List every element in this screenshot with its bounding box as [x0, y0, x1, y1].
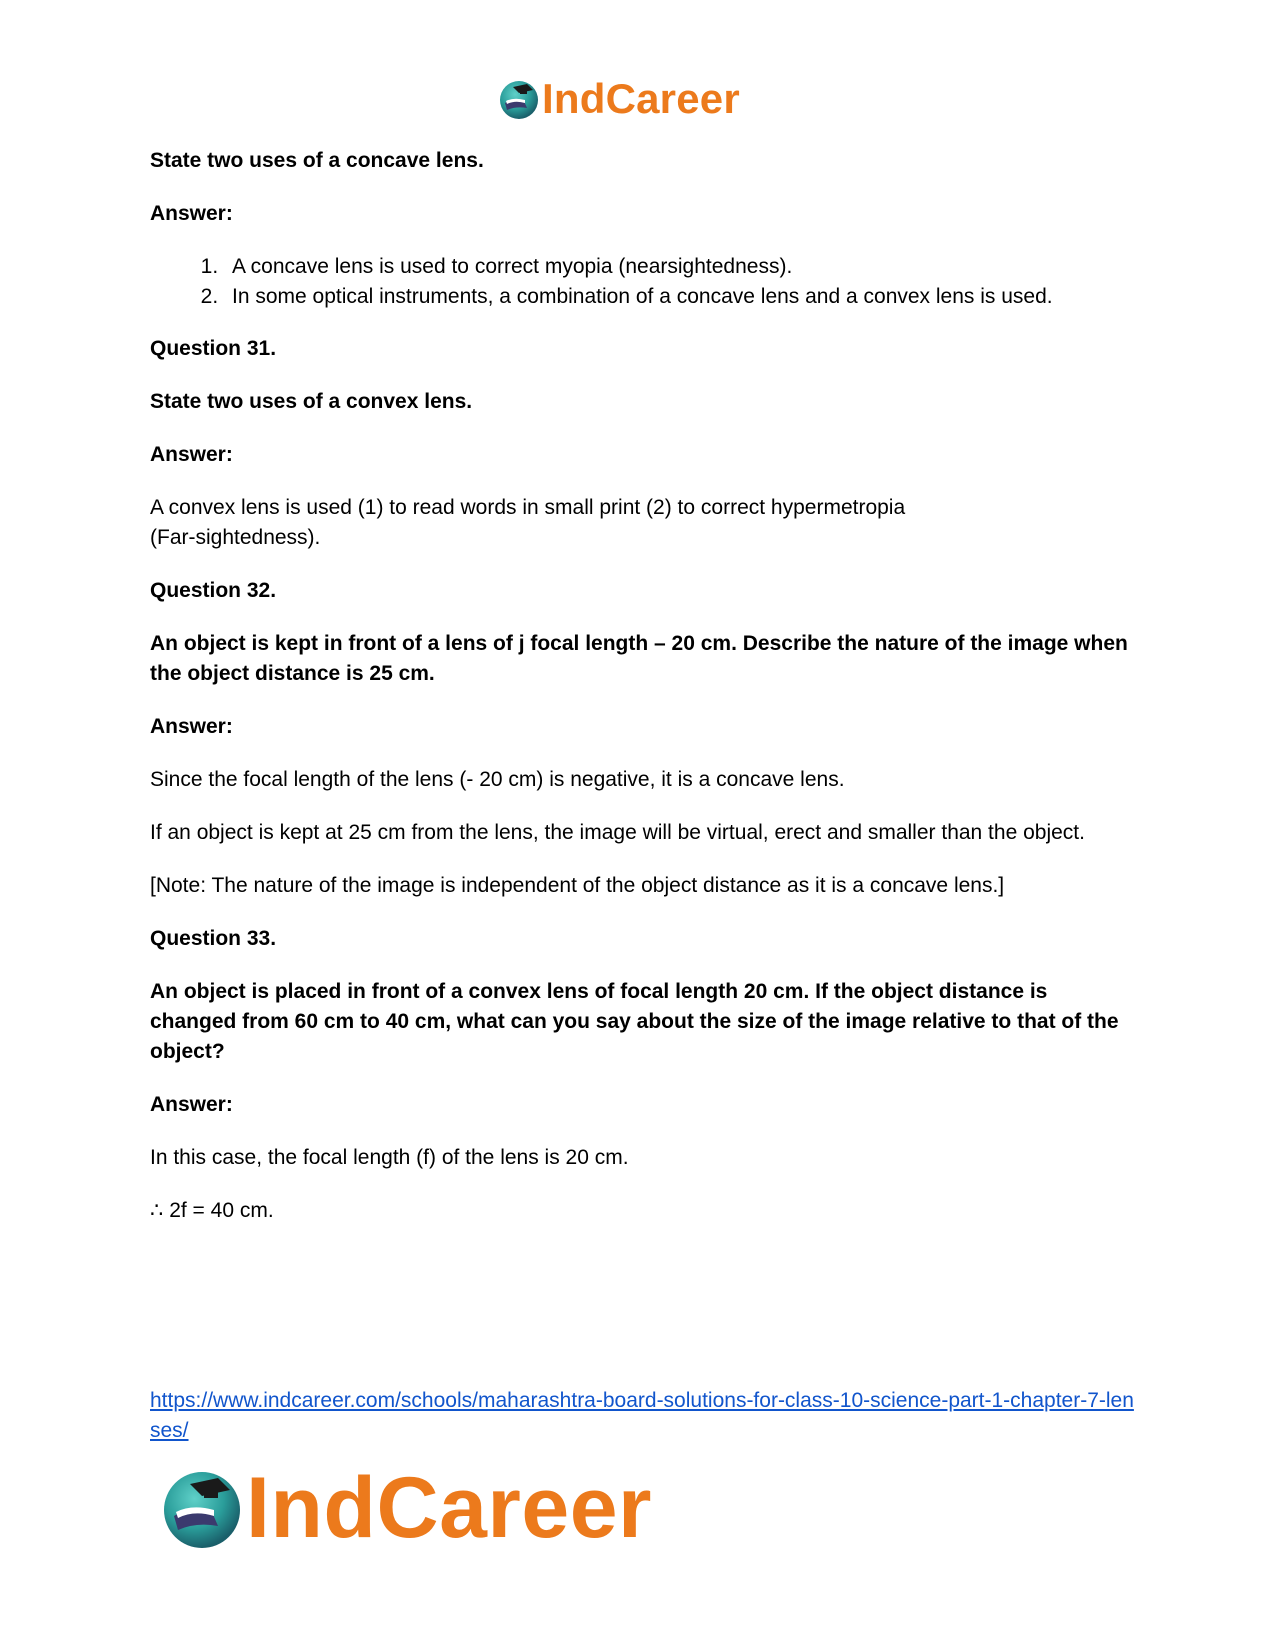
document-body	[150, 146, 1130, 1249]
globe-book-icon	[160, 1466, 244, 1550]
header-logo	[498, 75, 740, 122]
q31-question: State two uses of a convex lens.	[150, 390, 473, 413]
q31-answer: A convex lens is used (1) to read words in small print (2) to correct hypermetropia (Far-sightedness).	[150, 496, 906, 549]
footer	[150, 1386, 1140, 1446]
list-item: 2. In some optical instruments, a combination of a concave lens and a convex lens is used.	[224, 282, 1130, 312]
q33-answer-label: Answer:	[150, 1093, 233, 1116]
q32-question: An object is kept in front of a lens of j focal length – 20 cm. Describe the nature of the image when the object distance is 25 cm.	[150, 632, 1128, 685]
q30-answer-label: Answer:	[150, 202, 233, 225]
q31-label: Question 31.	[150, 337, 277, 360]
globe-book-icon	[498, 78, 540, 120]
q30-question: State two uses of a concave lens.	[150, 149, 484, 172]
q32-answer-p3: [Note: The nature of the image is independent of the object distance as it is a concave lens.]	[150, 874, 1005, 897]
q33-label: Question 33.	[150, 927, 277, 950]
q31-answer-label: Answer:	[150, 443, 233, 466]
header-logo-text: IndCareer	[542, 75, 740, 122]
q30-answer-list	[150, 252, 1130, 312]
q32-label: Question 32.	[150, 579, 277, 602]
q32-answer-label: Answer:	[150, 715, 233, 738]
q32-answer-p2: If an object is kept at 25 cm from the lens, the image will be virtual, erect and smaller than the object.	[150, 821, 1085, 844]
list-item: 1. A concave lens is used to correct myopia (nearsightedness).	[224, 252, 1130, 282]
q32-answer-p1: Since the focal length of the lens (- 20 cm) is negative, it is a concave lens.	[150, 768, 845, 791]
q33-answer-p1: In this case, the focal length (f) of the lens is 20 cm.	[150, 1146, 629, 1169]
source-link[interactable]: https://www.indcareer.com/schools/maharashtra-board-solutions-for-class-10-science-part-1-chapter-7-lenses/	[150, 1389, 1134, 1442]
footer-logo-text: IndCareer	[246, 1460, 652, 1556]
q33-answer-p2: ∴ 2f = 40 cm.	[150, 1199, 274, 1222]
q33-question: An object is placed in front of a convex lens of focal length 20 cm. If the object distance is changed from 60 cm to 40 cm, what can you say about the size of the image relative to that of the object?	[150, 980, 1119, 1063]
footer-logo	[160, 1460, 652, 1556]
